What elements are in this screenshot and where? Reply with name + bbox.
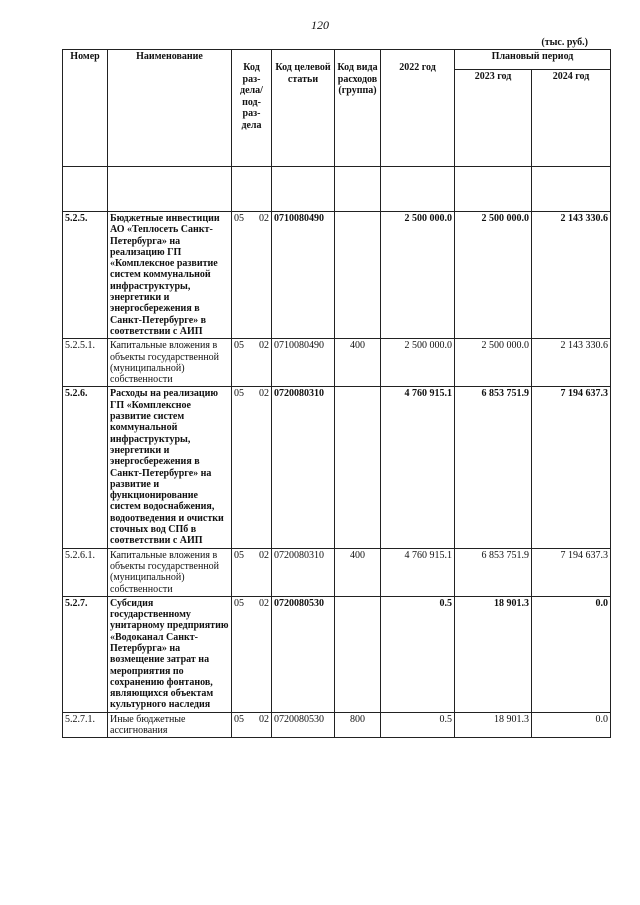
row-amount-2022: 4 760 915.1	[381, 548, 455, 596]
row-name: Капитальные вложения в объекты государственной (муниципальной) собственности	[108, 548, 232, 596]
header-name: Наименование	[108, 50, 232, 167]
spacer-cell	[381, 167, 455, 212]
spacer-cell	[455, 167, 532, 212]
header-article: Код целевой статьи	[272, 50, 335, 167]
row-amount-2023: 18 901.3	[455, 712, 532, 738]
spacer-cell	[532, 167, 611, 212]
spacer-cell	[63, 167, 108, 212]
spacer-cell	[232, 167, 272, 212]
table-row	[63, 387, 611, 548]
section-code: 05	[234, 713, 244, 725]
subsection-code: 02	[259, 713, 269, 725]
header-number: Номер	[63, 50, 108, 167]
subsection-code: 02	[259, 597, 269, 609]
row-number: 5.2.5.	[63, 212, 108, 339]
row-expense-type	[335, 387, 381, 548]
row-amount-2023: 6 853 751.9	[455, 548, 532, 596]
row-section-code	[232, 339, 272, 387]
subsection-code: 02	[259, 213, 269, 224]
section-code: 05	[234, 340, 244, 352]
row-section-code	[232, 387, 272, 548]
subsection-code: 02	[259, 340, 269, 352]
row-amount-2023: 2 500 000.0	[455, 339, 532, 387]
row-article-code: 0710080490	[272, 212, 335, 339]
row-expense-type: 800	[335, 712, 381, 738]
table-row	[63, 712, 611, 738]
table-row	[63, 548, 611, 596]
header-planned-period: Плановый период	[455, 50, 611, 70]
row-expense-type: 400	[335, 339, 381, 387]
header-2022: 2022 год	[381, 50, 455, 167]
row-number: 5.2.7.	[63, 596, 108, 712]
subsection-code: 02	[259, 549, 269, 561]
section-code: 05	[234, 388, 244, 400]
row-article-code: 0710080490	[272, 339, 335, 387]
row-expense-type	[335, 212, 381, 339]
row-article-code: 0720080530	[272, 712, 335, 738]
page-number: 120	[311, 18, 329, 32]
row-article-code: 0720080310	[272, 548, 335, 596]
row-name: Бюджетные инвестиции АО «Теплосеть Санкт-Петербурга» на реализацию ГП «Комплексное развитие систем коммунальной инфраструктуры, энергетики и энергосбережения в Санкт-Петербурге» в соответствии с АИП	[108, 212, 232, 339]
section-code: 05	[234, 213, 244, 224]
row-amount-2024: 7 194 637.3	[532, 548, 611, 596]
header-2024: 2024 год	[532, 70, 611, 167]
row-amount-2024: 0.0	[532, 712, 611, 738]
header-expense-type: Код вида расходов (группа)	[335, 50, 381, 167]
table-row	[63, 339, 611, 387]
table-row	[63, 596, 611, 712]
subsection-code: 02	[259, 388, 269, 400]
section-code: 05	[234, 549, 244, 561]
row-amount-2023: 2 500 000.0	[455, 212, 532, 339]
row-amount-2024: 7 194 637.3	[532, 387, 611, 548]
row-section-code	[232, 548, 272, 596]
row-amount-2022: 0.5	[381, 596, 455, 712]
budget-table	[62, 49, 611, 738]
row-expense-type: 400	[335, 548, 381, 596]
row-article-code: 0720080530	[272, 596, 335, 712]
row-number: 5.2.6.	[63, 387, 108, 548]
row-section-code	[232, 596, 272, 712]
section-code: 05	[234, 597, 244, 609]
row-name: Иные бюджетные ассигнования	[108, 712, 232, 738]
header-row	[63, 50, 611, 70]
row-amount-2022: 2 500 000.0	[381, 212, 455, 339]
row-name: Капитальные вложения в объекты государственной (муниципальной) собственности	[108, 339, 232, 387]
spacer-cell	[108, 167, 232, 212]
row-amount-2024: 2 143 330.6	[532, 339, 611, 387]
row-amount-2023: 18 901.3	[455, 596, 532, 712]
table-row	[63, 212, 611, 339]
row-name: Расходы на реализацию ГП «Комплексное развитие систем коммунальной инфраструктуры, энергетики и энергосбережения в Санкт-Петербурге» на развитие и функционирование систем водоснабжения, водоотведения и очистки сточных вод СПб в соответствии с АИП	[108, 387, 232, 548]
row-amount-2022: 4 760 915.1	[381, 387, 455, 548]
row-number: 5.2.7.1.	[63, 712, 108, 738]
row-expense-type	[335, 596, 381, 712]
row-section-code	[232, 712, 272, 738]
row-amount-2022: 0.5	[381, 712, 455, 738]
header-section: Код раз-дела/ под-раз-дела	[232, 50, 272, 167]
row-article-code: 0720080310	[272, 387, 335, 548]
spacer-cell	[272, 167, 335, 212]
row-name: Субсидия государственному унитарному предприятию «Водоканал Санкт-Петербурга» на возмещение затрат на мероприятия по сохранению фонтанов, являющихся объектам культурного наследия	[108, 596, 232, 712]
row-amount-2024: 2 143 330.6	[532, 212, 611, 339]
units-label: (тыс. руб.)	[541, 37, 588, 48]
row-amount-2024: 0.0	[532, 596, 611, 712]
row-section-code	[232, 212, 272, 339]
row-number: 5.2.6.1.	[63, 548, 108, 596]
spacer-cell	[335, 167, 381, 212]
row-amount-2023: 6 853 751.9	[455, 387, 532, 548]
spacer-row	[63, 167, 611, 212]
header-2023: 2023 год	[455, 70, 532, 167]
row-amount-2022: 2 500 000.0	[381, 339, 455, 387]
row-number: 5.2.5.1.	[63, 339, 108, 387]
